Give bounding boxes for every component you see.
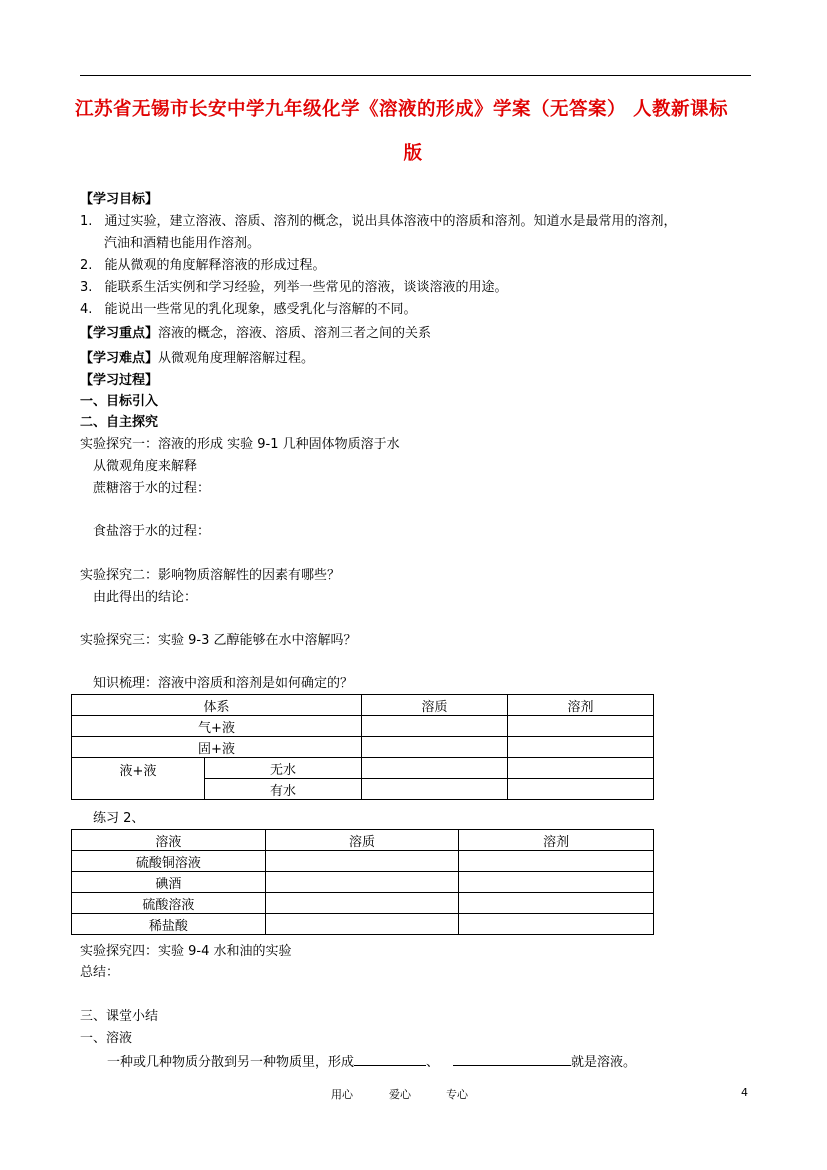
objective-1 [80,211,677,233]
answer-cell [508,716,654,737]
row-solid-liquid: 固+液 [72,737,362,758]
document-title [75,88,765,176]
table-row [72,758,654,779]
micro-explanation: 从微观角度来解释 [93,459,198,474]
summary-label: 总结： [80,965,120,980]
key-point-label: 【学习重点】 [80,326,159,341]
objective-2-text: 能从微观的角度解释溶液的形成过程。 [104,258,326,273]
objective-1-text: 通过实验，建立溶液、溶质、溶剂的概念，说出具体溶液中的溶质和溶剂。知道水是最常用的溶剂， [104,214,677,229]
table-row [72,851,654,872]
answer-cell [362,779,508,800]
key-point-text: 溶液的概念，溶液、溶质、溶剂三者之间的关系 [158,326,432,341]
objective-3 [80,277,508,299]
definition-part-1: 一种或几种物质分散到另一种物质里，形成 [107,1055,355,1070]
objective-4-num: 4. [80,302,93,317]
footer-left: 用心 [331,1088,353,1101]
footer-right: 专心 [446,1088,468,1101]
experiment-1: 实验探究一：溶液的形成 实验 9-1 几种固体物质溶于水 [80,437,400,452]
objectives-heading: 【学习目标】 [80,192,159,207]
row-dilute-hcl: 稀盐酸 [72,914,266,935]
page-number: 4 [741,1086,748,1099]
objective-3-num: 3. [80,280,93,295]
objective-2 [80,255,326,277]
answer-cell [265,851,459,872]
table-row [72,830,654,851]
objective-3-text: 能联系生活实例和学习经验，列举一些常见的溶液，谈谈溶液的用途。 [104,280,508,295]
answer-cell [459,851,654,872]
row-with-water: 有水 [205,779,362,800]
answer-cell [362,758,508,779]
experiment-4: 实验探究四：实验 9-4 水和油的实验 [80,944,292,959]
table-row [72,716,654,737]
row-copper-sulfate: 硫酸铜溶液 [72,851,266,872]
answer-cell [459,872,654,893]
title-line-2: 版 [403,143,423,164]
objective-2-num: 2. [80,258,93,273]
answer-cell [265,872,459,893]
row-gas-liquid: 气+液 [72,716,362,737]
difficulty-label: 【学习难点】 [80,351,159,366]
objective-1-num: 1. [80,214,93,229]
definition-separator: 、 [426,1055,440,1070]
row-sulfuric-acid: 硫酸溶液 [72,893,266,914]
objective-1-cont: 汽油和酒精也能用作溶剂。 [104,236,261,251]
answer-cell [508,779,654,800]
header-solute: 溶质 [265,830,459,851]
answer-cell [508,758,654,779]
table-row [72,914,654,935]
exercise-table [71,829,654,935]
answer-cell [265,914,459,935]
difficulty-text: 从微观角度理解溶解过程。 [158,351,315,366]
header-rule [80,75,751,76]
row-liquid-liquid: 液+液 [72,758,205,800]
objective-4-text: 能说出一些常见的乳化现象，感受乳化与溶解的不同。 [104,302,417,317]
header-solute: 溶质 [362,695,508,716]
header-solvent: 溶剂 [508,695,654,716]
header-solution: 溶液 [72,830,266,851]
process-heading: 【学习过程】 [80,373,159,388]
solute-solvent-table [71,694,654,800]
header-solvent: 溶剂 [459,830,654,851]
section-2-heading: 二、自主探究 [80,415,159,430]
table-row [72,695,654,716]
table-row [72,893,654,914]
knowledge-summary: 知识梳理：溶液中溶质和溶剂是如何确定的？ [93,676,354,691]
salt-process: 食盐溶于水的过程： [93,524,211,539]
objective-4 [80,299,417,321]
section-3-sub-heading: 一、溶液 [80,1031,133,1046]
definition-part-2: 就是溶液。 [571,1055,637,1070]
exercise-label: 练习 2、 [93,811,145,826]
header-system: 体系 [72,695,362,716]
answer-cell [508,737,654,758]
experiment-2: 实验探究二：影响物质溶解性的因素有哪些？ [80,568,341,583]
conclusion-label: 由此得出的结论： [93,590,198,605]
row-no-water: 无水 [205,758,362,779]
footer-mid: 爱心 [389,1088,411,1101]
title-line-1: 江苏省无锡市长安中学九年级化学《溶液的形成》学案（无答案） 人教新课标 [75,99,728,120]
section-1-heading: 一、目标引入 [80,394,159,409]
blank-2[interactable] [453,1051,571,1066]
experiment-3: 实验探究三：实验 9-3 乙醇能够在水中溶解吗？ [80,633,357,648]
difficulty [80,348,314,370]
sugar-process: 蔗糖溶于水的过程： [93,481,211,496]
key-point [80,323,431,345]
answer-cell [459,893,654,914]
table-row [72,737,654,758]
answer-cell [265,893,459,914]
table-row [72,872,654,893]
section-3-heading: 三、课堂小结 [80,1009,159,1024]
blank-1[interactable] [354,1051,426,1066]
row-iodine-tincture: 碘酒 [72,872,266,893]
answer-cell [362,737,508,758]
answer-cell [362,716,508,737]
answer-cell [459,914,654,935]
definition-line [107,1051,636,1074]
